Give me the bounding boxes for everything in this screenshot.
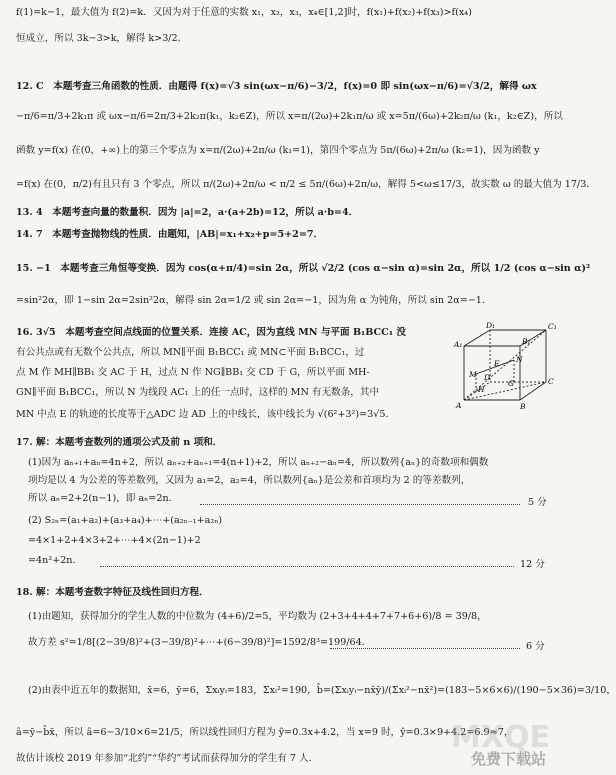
vertex-label-c1: C₁ <box>548 322 557 331</box>
text-line: 有公共点或有无数个公共点，所以 MN∥平面 B₁BCC₁ 或 MN⊂平面 B₁BCC₁，过 <box>16 347 365 358</box>
text-line: =4n²+2n． <box>28 555 83 566</box>
point-label-n: N <box>516 355 523 364</box>
dotted-leader <box>330 648 520 649</box>
text-line: 项均是以 4 为公差的等差数列，又因为 a₁=2，a₂=4，所以数列{aₙ}是公差和首项均为 2 的等差数列， <box>28 475 471 486</box>
cube-diagram <box>442 320 562 412</box>
text-line: 点 M 作 MH∥BB₁ 交 AC 于 H，过点 N 作 NG∥BB₁ 交 CD 于 G，所以平面 MH- <box>16 367 370 378</box>
text-line: 所以 aₙ=2+2(n−1)，即 aₙ=2n． <box>28 493 179 504</box>
text-line: â=ȳ−b̂x̄，所以 â=6−3/10×6=21/5，所以线性回归方程为 ŷ=0.3x+4.2，当 x=9 时，ŷ=0.3×9+4.2=6.9≈7， <box>16 727 514 738</box>
vertex-label-a: A <box>456 401 462 410</box>
problem-17: 17. 解：本题考查数列的通项公式及前 n 项和． <box>16 437 223 448</box>
point-label-g: G <box>508 379 514 388</box>
problem-13: 13. 4 本题考查向量的数量积．因为 |a|=2，a·(a+2b)=12，所以 a·b=4． <box>16 207 359 218</box>
watermark-logo: MXQE <box>451 720 550 755</box>
text-line: 故估计该校 2019 年参加“北约”“华约”考试而获得加分的学生有 7 人． <box>16 753 319 764</box>
problem-15: 15. −1 本题考查三角恒等变换．因为 cos(α+π/4)=sin 2α，所以 √2/2 (cos α−sin α)=sin 2α，所以 1/2 (cos α−sin α)² <box>16 263 591 274</box>
problem-14: 14. 7 本题考查抛物线的性质．由题知，|AB|=x₁+x₂+p=5+2=7． <box>16 229 324 240</box>
vertex-label-b1: B₁ <box>522 337 531 346</box>
text-line: (1)因为 aₙ₊₁+aₙ=4n+2，所以 aₙ₊₂+aₙ₊₁=4(n+1)+2，所以 aₙ₊₂−aₙ=4，所以数列{aₙ}的奇数项和偶数 <box>28 457 489 468</box>
text-line: MN 中点 E 的轨迹的长度等于△ADC 边 AD 上的中线长，该中线长为 √(6²+3²)=3√5． <box>16 409 396 420</box>
text-line: 函数 y=f(x) 在(0，+∞)上的第三个零点为 x=π/(2ω)+2π/ω (k₁=1)，第四个零点为 5π/(6ω)+2π/ω (k₂=1)，因为函数 y <box>16 145 540 156</box>
score-mark: 12 分 <box>520 559 545 570</box>
watermark-text: 免费下载站 <box>470 750 546 768</box>
text-line: =sin²2α，即 1−sin 2α=2sin²2α，解得 sin 2α=1/2 或 sin 2α=−1，因为角 α 为钝角，所以 sin 2α=−1． <box>16 295 492 306</box>
text-line: f(1)=k−1，最大值为 f(2)=k．又因为对于任意的实数 x₁，x₂，x₃，x₄∈[1,2]时，f(x₁)+f(x₂)+f(x₃)>f(x₄) <box>16 7 472 18</box>
point-label-h: H <box>478 385 485 394</box>
text-line: 恒成立，所以 3k−3>k，解得 k>3/2． <box>16 33 188 44</box>
vertex-label-a1: A₁ <box>454 340 463 349</box>
problem-18: 18. 解：本题考查数字特征及线性回归方程． <box>16 587 209 598</box>
text-line: 故方差 s²=1/8[(2−39/8)²+(3−39/8)²+⋯+(6−39/8)²]=1592/8³=199/64． <box>28 637 372 648</box>
text-line: GN∥平面 B₁BCC₁，所以 N 为线段 AC₁ 上的任一点时，这样的 MN 有无数条，其中 <box>16 387 380 398</box>
cube-figure <box>442 320 562 412</box>
point-label-e: E <box>494 359 500 368</box>
vertex-label-b: B <box>520 402 526 411</box>
vertex-label-d: D <box>484 373 491 382</box>
score-mark: 6 分 <box>526 641 545 652</box>
text-line: =f(x) 在(0，π/2)有且只有 3 个零点，所以 π/(2ω)+2π/ω < π/2 ≤ 5π/(6ω)+2π/ω，解得 5<ω≤17/3，故实数 ω 的最大值为 17/3． <box>16 179 596 190</box>
score-mark: 5 分 <box>528 497 547 508</box>
text-line: (2)由表中近五年的数据知，x̄=6，ȳ=6，Σxᵢyᵢ=183，Σxᵢ²=190，b̂=(Σxᵢyᵢ−nx̄ȳ)/(Σxᵢ²−nx̄²)=(183−5×6×6)/(190−5×36)=3/10， <box>28 685 616 696</box>
vertex-label-d1: D₁ <box>486 321 496 330</box>
point-label-m: M <box>469 370 477 379</box>
text-line: =4×1+2+4×3+2+⋯+4×(2n−1)+2 <box>28 535 201 546</box>
vertex-label-c: C <box>548 377 554 386</box>
text-line: −π/6=π/3+2k₁π 或 ωx−π/6=2π/3+2k₂π(k₁，k₂∈Z)，所以 x=π/(2ω)+2k₁π/ω 或 x=5π/(6ω)+2k₂π/ω (k₁，k₂∈Z)，所以 <box>16 111 563 122</box>
dotted-leader <box>100 566 514 567</box>
problem-12: 12. C 本题考查三角函数的性质．由题得 f(x)=√3 sin(ωx−π/6)−3/2，f(x)=0 即 sin(ωx−π/6)=√3/2，解得 ωx <box>16 81 537 92</box>
text-line: (2) S₂ₙ=(a₁+a₂)+(a₃+a₄)+⋯+(a₂ₙ₋₁+a₂ₙ) <box>28 515 223 526</box>
text-line: (1)由题知，获得加分的学生人数的中位数为 (4+6)/2=5，平均数为 (2+3+4+4+7+7+6+6)/8 = 39/8， <box>28 611 487 622</box>
dotted-leader <box>200 504 520 505</box>
problem-16: 16. 3√5 本题考查空间点线面的位置关系．连接 AC，因为直线 MN 与平面 B₁BCC₁ 没 <box>16 327 406 338</box>
